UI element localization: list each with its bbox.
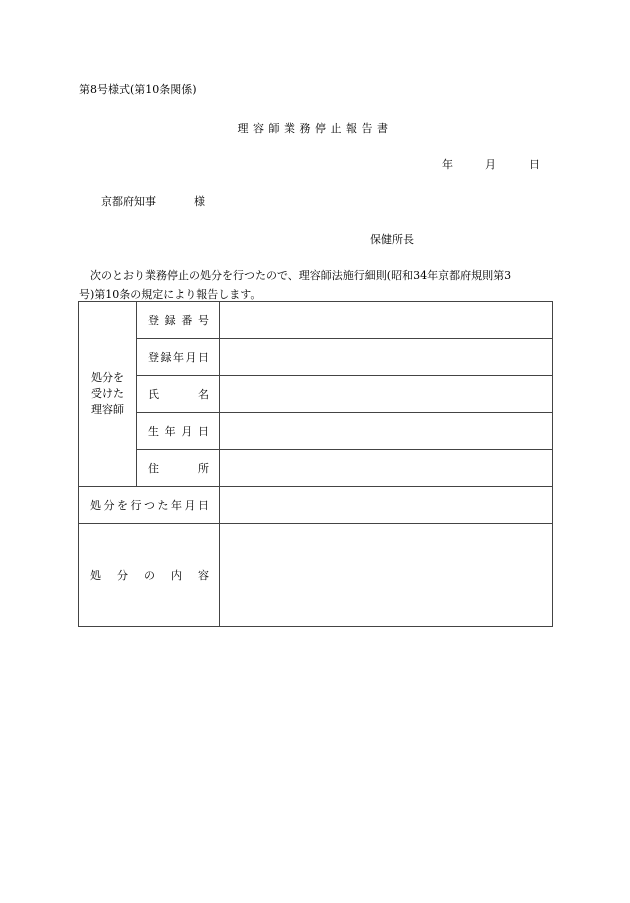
sender: 保健所長: [370, 233, 414, 246]
group-label-line: 処分を: [91, 371, 124, 384]
date-year-label: 年: [442, 158, 453, 171]
date-day-label: 日: [529, 158, 540, 171]
registration-number-field[interactable]: [220, 302, 553, 339]
address-field[interactable]: [220, 450, 553, 487]
address-label: [137, 450, 220, 487]
body-text: [79, 266, 551, 304]
report-table: [78, 301, 553, 627]
group-label-line: 受けた: [91, 387, 124, 400]
table-row: [79, 376, 553, 413]
registration-number-label: [137, 302, 220, 339]
addressee: [101, 193, 205, 209]
disposition-content-label: [79, 524, 220, 627]
birth-date-field[interactable]: [220, 413, 553, 450]
name-label: [137, 376, 220, 413]
field-label: 生 年 月 日: [148, 425, 209, 438]
addressee-name: 京都府知事: [101, 195, 156, 208]
date-month-label: 月: [485, 158, 496, 171]
field-label: 氏 名: [148, 388, 209, 401]
field-label: 住 所: [148, 462, 209, 475]
disposition-content-field[interactable]: [220, 524, 553, 627]
document-title: 理容師業務停止報告書: [237, 122, 393, 135]
registration-date-label: [137, 339, 220, 376]
field-label: 登 録 年 月 日: [148, 351, 209, 364]
body-line-2: 号)第10条の規定により報告します。: [79, 288, 262, 301]
form-number: 第8号様式(第10条関係): [79, 83, 197, 96]
field-label: 登 録 番 号: [148, 314, 209, 327]
table-row: [79, 413, 553, 450]
table-row: [79, 524, 553, 627]
body-line-1: 次のとおり業務停止の処分を行つたので、理容師法施行細則(昭和34年京都府規則第3: [90, 269, 512, 282]
birth-date-label: [137, 413, 220, 450]
table-row: [79, 487, 553, 524]
disposition-date-label: [79, 487, 220, 524]
table-row: [79, 302, 553, 339]
group-label-line: 理容師: [91, 403, 124, 416]
sanctioned-barber-label: [79, 302, 137, 487]
table-row: [79, 450, 553, 487]
name-field[interactable]: [220, 376, 553, 413]
date-line: [442, 156, 540, 172]
field-label: 処 分 の 内 容: [90, 569, 209, 582]
field-label: 処 分 を 行 つ た 年 月 日: [90, 499, 209, 512]
table-row: [79, 339, 553, 376]
registration-date-field[interactable]: [220, 339, 553, 376]
disposition-date-field[interactable]: [220, 487, 553, 524]
addressee-honorific: 様: [194, 195, 205, 208]
